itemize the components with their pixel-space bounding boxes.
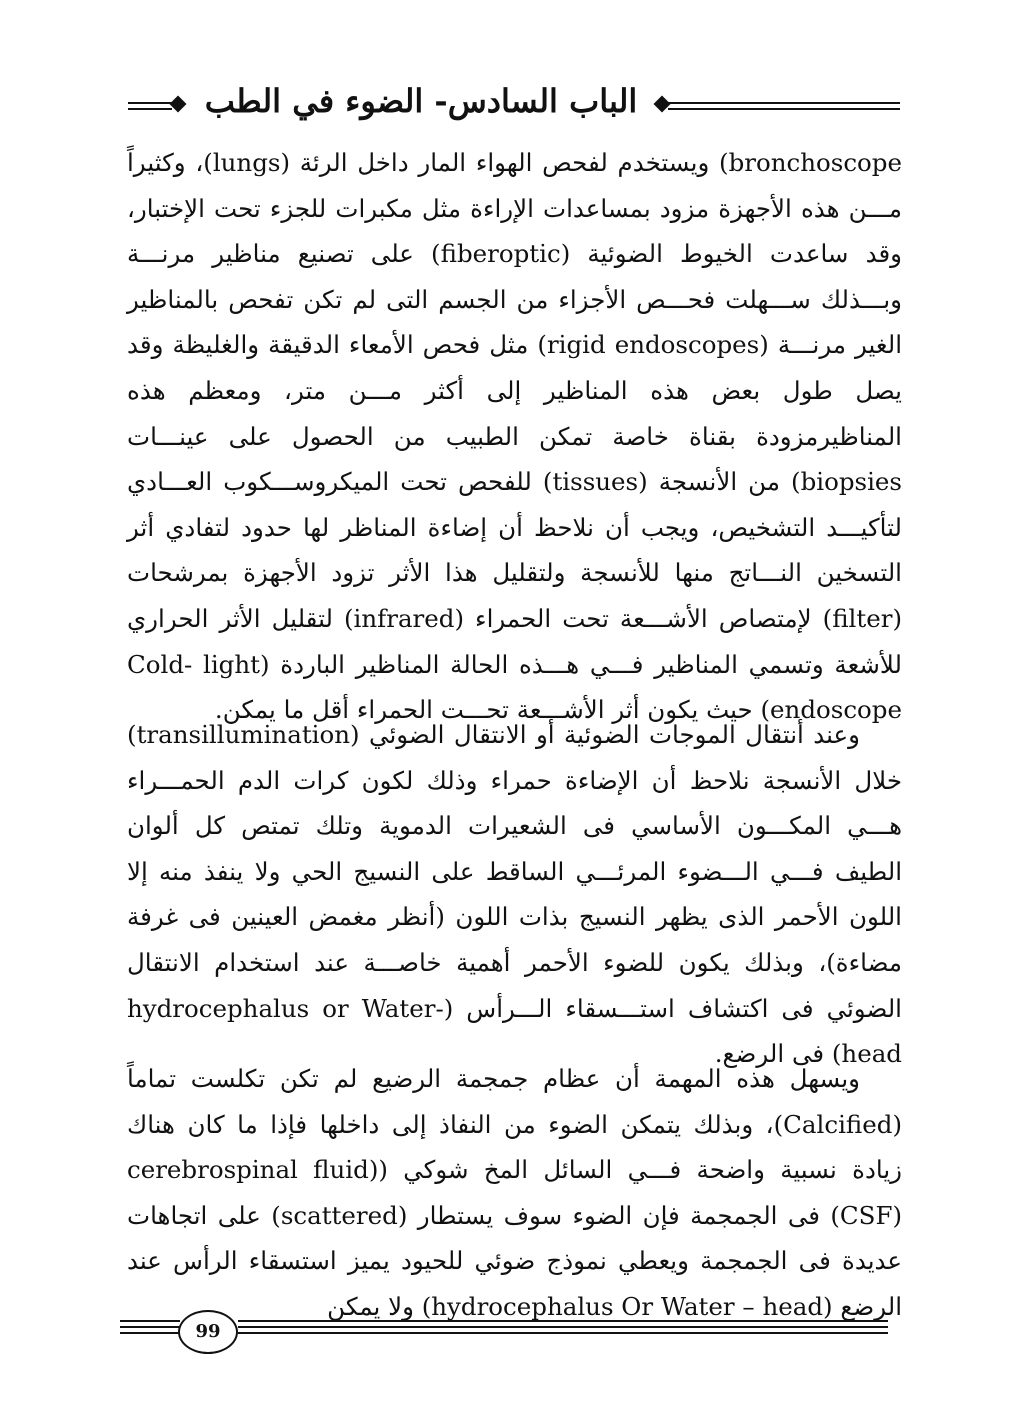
- chapter-title: الباب السادس- الضوء في الطب: [204, 82, 638, 120]
- header-right-rule-top: [668, 102, 900, 104]
- header-right-rule-bottom: [668, 108, 900, 110]
- footer-right-rule-3: [238, 1332, 888, 1334]
- footer-left-rule-1: [120, 1320, 180, 1322]
- page-number: 99: [178, 1310, 238, 1354]
- footer-left-rule-2: [120, 1326, 180, 1328]
- page-footer: [120, 1310, 895, 1360]
- page-header: [128, 82, 900, 132]
- header-left-rule-top: [128, 102, 172, 104]
- paragraph-2: وعند أنتقال الموجات الضوئية أو الانتقال الضوئي (transillumination) خلال الأنسجة نلاحظ أن الإضاءة حمراء وذلك لكون كرات الدم الحمـــراء هـــي المكـــون الأساسي فى الشعيرات الدموية وتلك تمتص كل ألوان الطيف فـــي الـــضوء المرئـــي الساقط على النسيج الحي ولا ينفذ منه إلا اللون الأحمر الذى يظهر النسيج بذات اللون (أنظر مغمض العينين فى غرفة مضاءة)، وبذلك يكون للضوء الأحمر أهمية خاصـــة عند استخدام الانتقال الضوئي فى اكتشاف استـــسقاء الـــرأس (hydrocephalus or Water- head) فى الرضع.: [127, 720, 902, 1069]
- footer-right-rule-1: [238, 1320, 888, 1322]
- footer-left-rule-3: [120, 1332, 180, 1334]
- paragraph-3: ويسهل هذه المهمة أن عظام جمجمة الرضيع لم تكن تكلست تماماً (Calcified)، وبذلك يتمكن الضوء من النفاذ إلى داخلها فإذا ما كان هناك زيادة نسبية واضحة فـــي السائل المخ شوكي ((cerebrospinal fluid (CSF) فى الجمجمة فإن الضوء سوف يستطار (scattered) على اتجاهات عديدة فى الجمجمة ويعطي نموذج ضوئي للحيود يميز استسقاء الرأس عند الرضع (hydrocephalus Or Water – head) ولا يمكن: [127, 1064, 903, 1321]
- footer-right-rule-2: [238, 1326, 888, 1328]
- header-left-rule-bottom: [128, 108, 172, 110]
- page-body: [127, 140, 903, 1321]
- header-left-diamond-icon: [170, 96, 187, 113]
- paragraph-1: bronchoscope) ويستخدم لفحص الهواء المار داخل الرئة (lungs)، وكثيراً مـــن هذه الأجهزة مزود بمساعدات الإراءة مثل مكبرات للجزء تحت الإختبار، وقد ساعدت الخيوط الضوئية (fiberoptic) على تصنيع مناظير مرنـــة وبـــذلك ســـهلت فحـــص الأجزاء من الجسم التى لم تكن تفحص بالمناظير الغير مرنـــة (rigid endoscopes) مثل فحص الأمعاء الدقيقة والغليظة وقد يصل طول بعض هذه المناظير إلى أكثر مـــن متر، ومعظم هذه المناظيرمزودة بقناة خاصة تمكن الطبيب من الحصول على عينـــات biopsies) من الأنسجة (tissues) للفحص تحت الميكروســـكوب العـــادي لتأكيـــد التشخيص، ويجب أن نلاحظ أن إضاءة المناظر لها حدود لتفادي أثر التسخين النـــاتج منها للأنسجة ولتقليل هذا الأثر تزود الأجهزة بمرشحات (filter) لإمتصاص الأشـــعة تحت الحمراء (infrared) لتقليل الأثر الحراري للأشعة وتسمي المناظير فـــي هـــذه الحالة المناظير الباردة (Cold- light endoscope) حيث يكون أثر الأشـــعة تحـــت الحمراء أقل ما يمكن.: [127, 148, 903, 725]
